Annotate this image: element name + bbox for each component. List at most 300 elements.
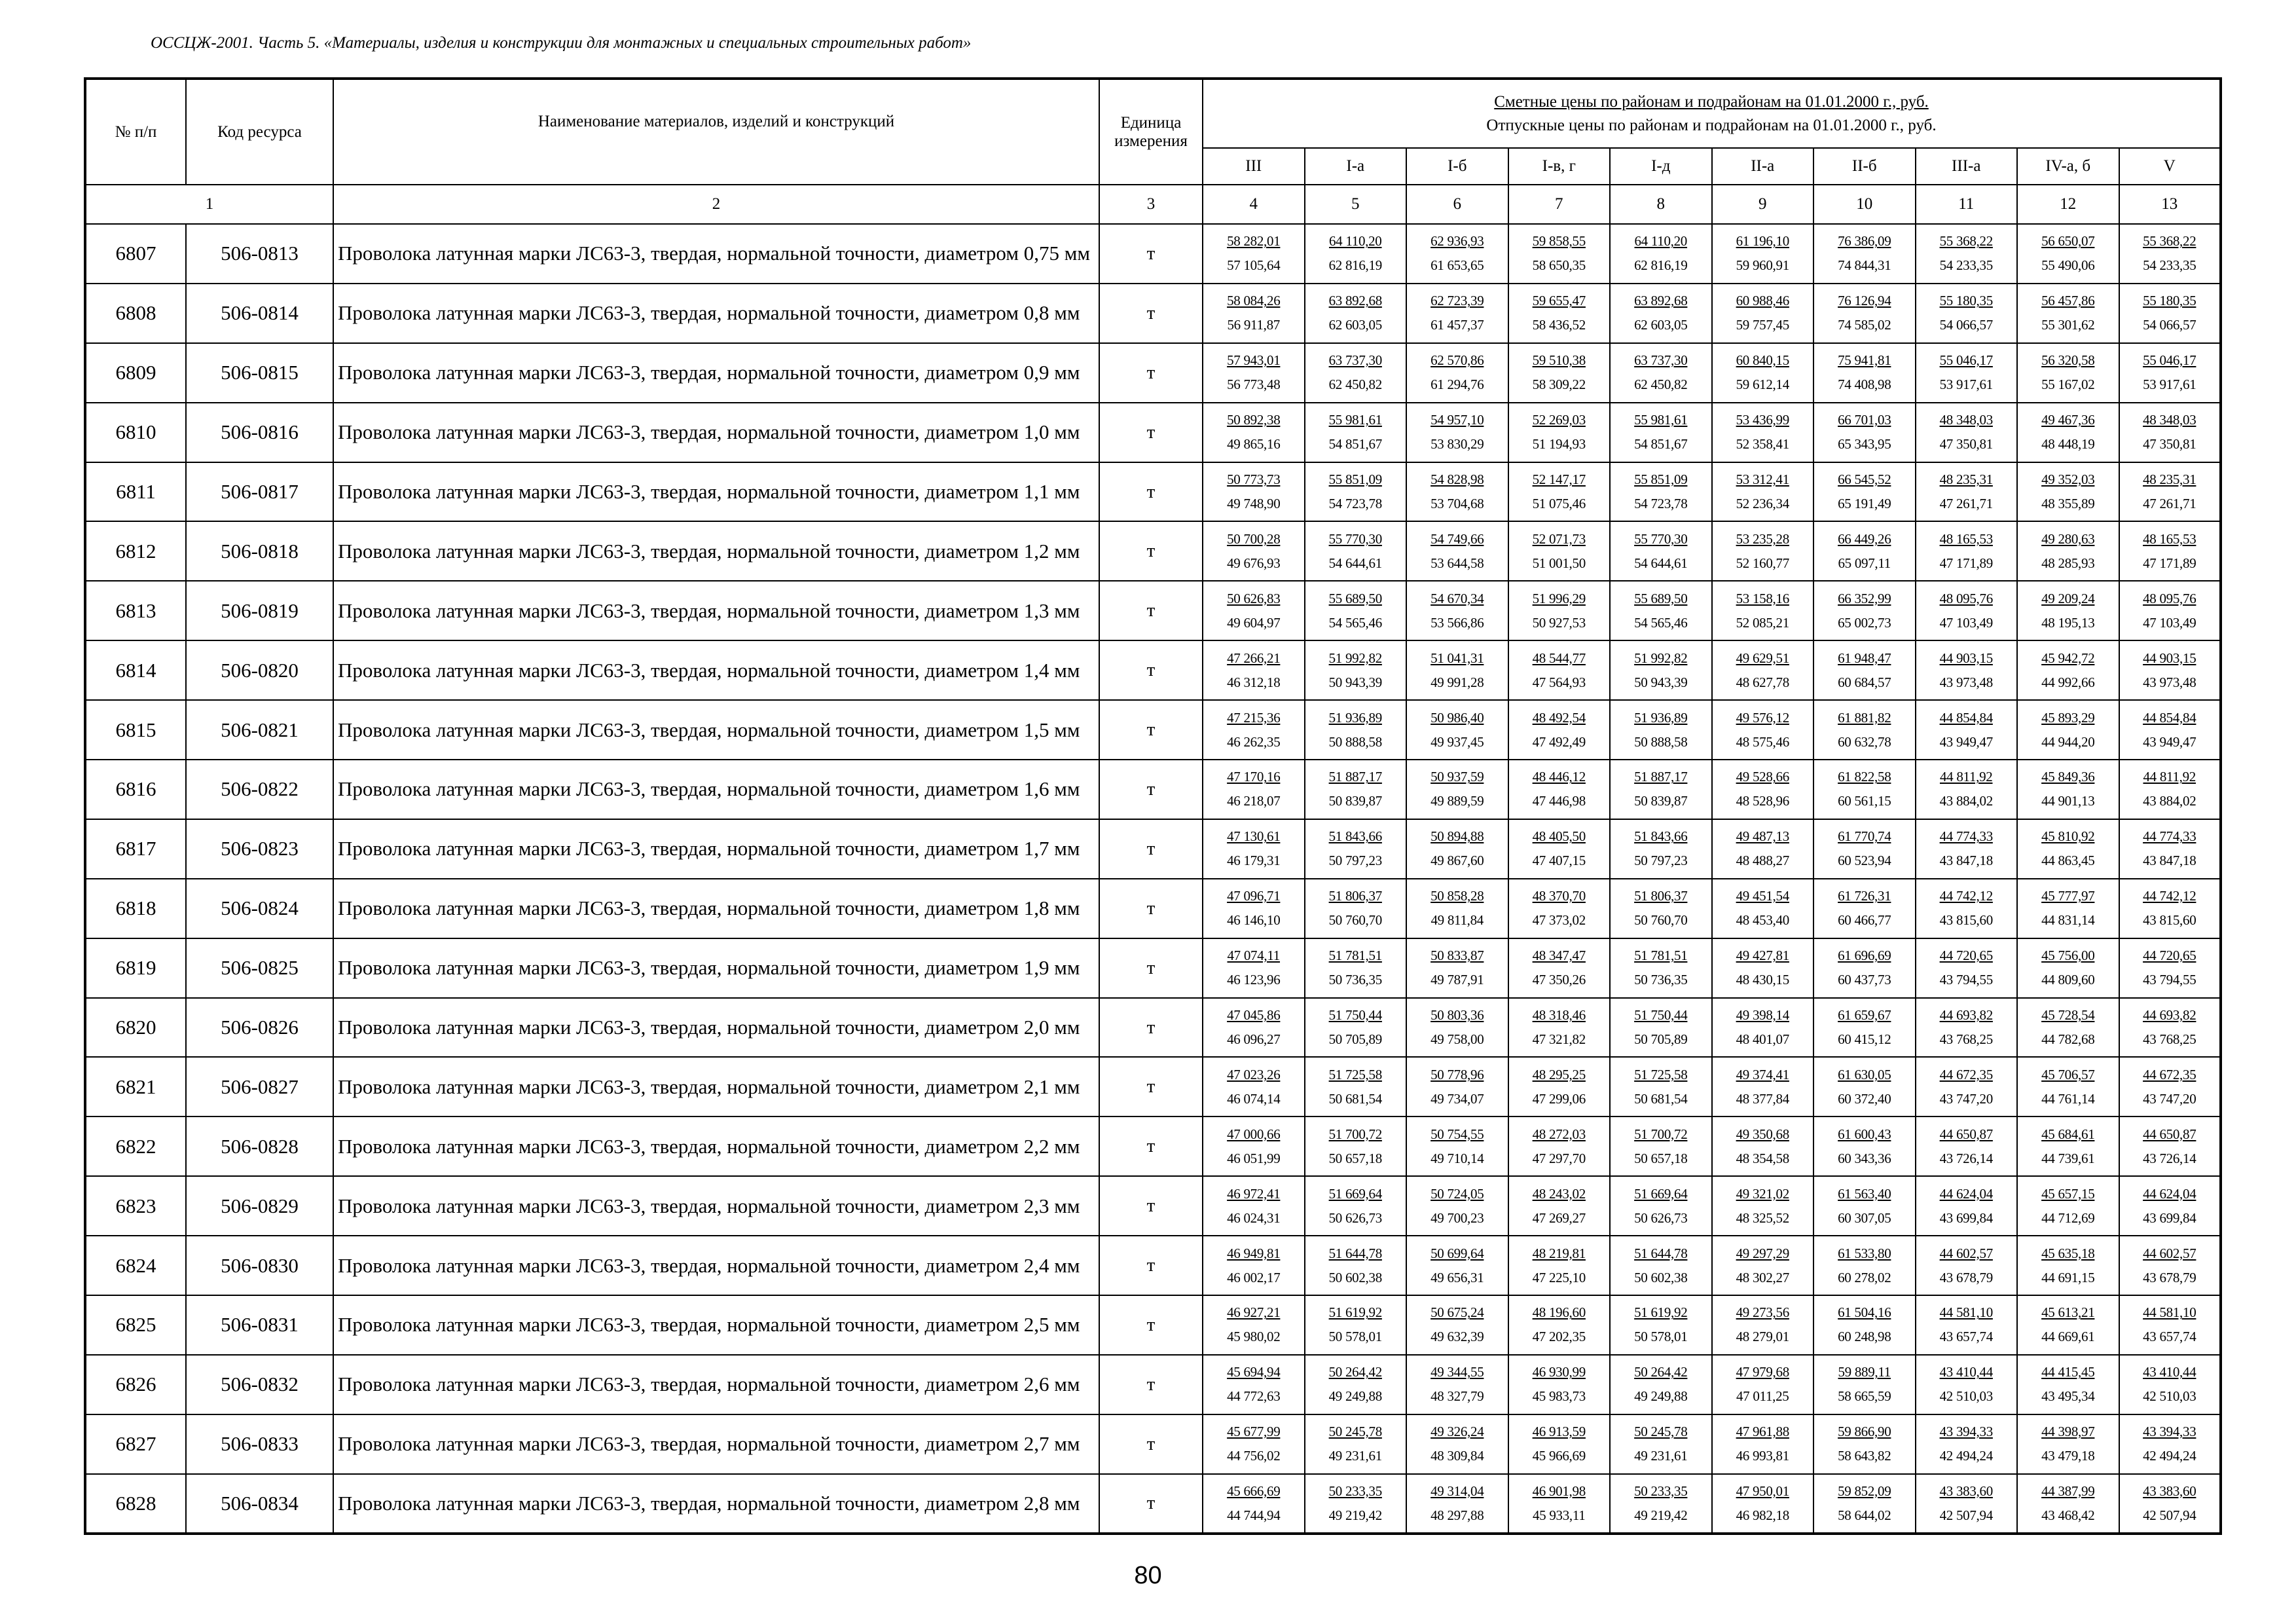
release-price: 43 794,55 — [1939, 972, 1993, 988]
price-cell — [1508, 760, 1611, 819]
price-cell — [1712, 224, 1814, 284]
price-cell — [1203, 343, 1305, 403]
estimate-price: 59 866,90 — [1838, 1424, 1891, 1440]
header-region: III — [1203, 148, 1305, 185]
estimate-price: 45 613,21 — [2041, 1304, 2095, 1321]
release-price: 50 705,89 — [1634, 1031, 1688, 1048]
price-cell — [1203, 1236, 1305, 1295]
estimate-price: 61 726,31 — [1838, 888, 1891, 904]
release-price: 43 726,14 — [2143, 1150, 2196, 1166]
estimate-price: 48 318,46 — [1532, 1007, 1586, 1024]
price-cell — [1203, 224, 1305, 284]
estimate-price: 48 095,76 — [2143, 590, 2196, 606]
row-number: 6811 — [85, 462, 186, 522]
estimate-price: 44 581,10 — [2143, 1304, 2196, 1321]
unit-of-measure: т — [1099, 819, 1203, 879]
estimate-price: 49 352,03 — [2041, 471, 2095, 487]
release-price: 43 747,20 — [1939, 1090, 1993, 1107]
release-price: 48 488,27 — [1736, 853, 1789, 869]
table-row — [85, 1116, 2221, 1176]
price-cell — [2119, 521, 2221, 581]
estimate-price: 43 394,33 — [1939, 1424, 1993, 1440]
price-cell — [1406, 1236, 1508, 1295]
release-price: 46 218,07 — [1227, 793, 1281, 809]
release-price: 54 233,35 — [2143, 257, 2196, 274]
release-price: 46 123,96 — [1227, 972, 1281, 988]
release-price: 60 632,78 — [1838, 733, 1891, 750]
row-number: 6825 — [85, 1295, 186, 1355]
release-price: 50 760,70 — [1634, 912, 1688, 929]
price-cell — [1712, 343, 1814, 403]
header-column-number: 6 — [1406, 185, 1508, 224]
price-cell — [1712, 1236, 1814, 1295]
unit-of-measure: т — [1099, 640, 1203, 700]
estimate-price: 55 046,17 — [1939, 352, 1993, 369]
price-cell — [1406, 581, 1508, 640]
release-price: 46 024,31 — [1227, 1209, 1281, 1226]
table-row — [85, 1414, 2221, 1474]
release-price: 49 758,00 — [1430, 1031, 1484, 1048]
release-price: 43 794,55 — [2143, 972, 2196, 988]
release-price: 46 096,27 — [1227, 1031, 1281, 1048]
price-cell — [1712, 760, 1814, 819]
release-price: 54 565,46 — [1328, 614, 1382, 631]
row-number: 6824 — [85, 1236, 186, 1295]
release-price: 43 973,48 — [1939, 674, 1993, 690]
price-cell — [1610, 760, 1712, 819]
estimate-price: 55 689,50 — [1634, 590, 1688, 606]
estimate-price: 55 981,61 — [1328, 412, 1382, 428]
estimate-price: 47 074,11 — [1227, 948, 1281, 964]
release-price: 60 278,02 — [1838, 1269, 1891, 1285]
estimate-price: 62 936,93 — [1430, 233, 1484, 249]
release-price: 53 917,61 — [1939, 377, 1993, 393]
price-cell — [2017, 700, 2119, 760]
release-price: 44 691,15 — [2041, 1269, 2095, 1285]
release-price: 62 450,82 — [1328, 377, 1382, 393]
header-column-number: 8 — [1610, 185, 1712, 224]
header-region: I-д — [1610, 148, 1712, 185]
price-cell — [2017, 1414, 2119, 1474]
estimate-price: 64 110,20 — [1328, 233, 1382, 249]
release-price: 49 656,31 — [1430, 1269, 1484, 1285]
release-price: 58 309,22 — [1532, 377, 1586, 393]
estimate-price: 61 948,47 — [1838, 650, 1891, 666]
release-price: 45 983,73 — [1532, 1388, 1586, 1405]
estimate-price: 55 770,30 — [1328, 530, 1382, 547]
release-price: 54 066,57 — [2143, 317, 2196, 333]
release-price: 59 612,14 — [1736, 377, 1789, 393]
release-price: 53 917,61 — [2143, 377, 2196, 393]
release-price: 47 373,02 — [1532, 912, 1586, 929]
release-price: 60 466,77 — [1838, 912, 1891, 929]
price-cell — [1610, 1236, 1712, 1295]
price-cell — [1406, 1295, 1508, 1355]
estimate-price: 44 720,65 — [1939, 948, 1993, 964]
estimate-price: 48 235,31 — [2143, 471, 2196, 487]
release-price: 49 710,14 — [1430, 1150, 1484, 1166]
price-cell — [1203, 1295, 1305, 1355]
estimate-price: 48 544,77 — [1532, 650, 1586, 666]
estimate-price: 51 750,44 — [1634, 1007, 1688, 1024]
material-name: Проволока латунная марки ЛС63-3, твердая, нормальной точности, диаметром 2,8 мм — [333, 1474, 1099, 1534]
estimate-price: 55 046,17 — [2143, 352, 2196, 369]
price-cell — [1916, 1116, 2018, 1176]
estimate-price: 54 670,34 — [1430, 590, 1484, 606]
price-cell — [1916, 224, 2018, 284]
price-cell — [1610, 819, 1712, 879]
release-price: 43 973,48 — [2143, 674, 2196, 690]
price-cell — [1813, 1355, 1916, 1414]
resource-code: 506-0813 — [186, 224, 333, 284]
row-number: 6819 — [85, 938, 186, 998]
price-cell — [2017, 224, 2119, 284]
price-cell — [1406, 700, 1508, 760]
release-price: 51 075,46 — [1532, 496, 1586, 511]
price-cell — [1508, 1236, 1611, 1295]
price-cell — [1305, 700, 1407, 760]
estimate-price: 66 352,99 — [1838, 590, 1891, 606]
material-name: Проволока латунная марки ЛС63-3, твердая, нормальной точности, диаметром 1,1 мм — [333, 462, 1099, 522]
estimate-price: 50 675,24 — [1430, 1304, 1484, 1321]
price-cell — [1610, 998, 1712, 1058]
estimate-price: 44 693,82 — [2143, 1007, 2196, 1024]
price-cell — [1610, 1355, 1712, 1414]
release-price: 44 809,60 — [2041, 972, 2095, 988]
estimate-price: 63 737,30 — [1328, 352, 1382, 369]
running-head: ОССЦЖ-2001. Часть 5. «Материалы, изделия и конструкции для монтажных и специальных строительных работ» — [151, 34, 972, 52]
price-cell — [1712, 938, 1814, 998]
release-price: 60 307,05 — [1838, 1209, 1891, 1226]
release-price: 50 626,73 — [1328, 1209, 1382, 1226]
unit-of-measure: т — [1099, 284, 1203, 343]
price-cell — [1203, 879, 1305, 938]
estimate-price: 51 619,92 — [1634, 1304, 1688, 1321]
price-cell — [2119, 1474, 2221, 1534]
estimate-price: 51 887,17 — [1634, 769, 1688, 785]
price-cell — [1916, 819, 2018, 879]
estimate-price: 55 180,35 — [2143, 293, 2196, 309]
price-cell — [1508, 1474, 1611, 1534]
estimate-price: 50 264,42 — [1328, 1364, 1382, 1380]
release-price: 50 578,01 — [1634, 1329, 1688, 1345]
estimate-price: 44 415,45 — [2041, 1364, 2095, 1380]
estimate-price: 52 071,73 — [1532, 530, 1586, 547]
estimate-price: 45 810,92 — [2041, 828, 2095, 845]
estimate-price: 49 273,56 — [1736, 1304, 1789, 1321]
release-price: 49 219,42 — [1634, 1507, 1688, 1523]
row-number: 6822 — [85, 1116, 186, 1176]
estimate-price: 46 913,59 — [1532, 1424, 1586, 1440]
price-cell — [1813, 343, 1916, 403]
estimate-price: 55 851,09 — [1328, 471, 1382, 487]
release-price: 62 816,19 — [1634, 257, 1688, 274]
release-price: 58 665,59 — [1838, 1388, 1891, 1405]
release-price: 74 844,31 — [1838, 257, 1891, 274]
price-cell — [2017, 284, 2119, 343]
estimate-price: 51 619,92 — [1328, 1304, 1382, 1321]
price-cell — [1508, 819, 1611, 879]
release-price: 43 657,74 — [1939, 1329, 1993, 1345]
release-price: 56 773,48 — [1227, 377, 1281, 393]
release-price: 43 479,18 — [2041, 1448, 2095, 1464]
table-row — [85, 819, 2221, 879]
release-price: 58 643,82 — [1838, 1448, 1891, 1464]
price-cell — [1406, 343, 1508, 403]
estimate-price: 61 822,58 — [1838, 769, 1891, 785]
resource-code: 506-0820 — [186, 640, 333, 700]
price-cell — [2017, 343, 2119, 403]
estimate-price: 44 903,15 — [1939, 650, 1993, 666]
price-cell — [1610, 1414, 1712, 1474]
estimate-price: 48 295,25 — [1532, 1066, 1586, 1082]
estimate-price: 52 269,03 — [1532, 412, 1586, 428]
release-price: 62 603,05 — [1328, 317, 1382, 333]
price-cell — [1813, 819, 1916, 879]
row-number: 6813 — [85, 581, 186, 640]
estimate-price: 46 949,81 — [1227, 1245, 1281, 1261]
price-cell — [1305, 1295, 1407, 1355]
price-cell — [1406, 1176, 1508, 1236]
table-row — [85, 640, 2221, 700]
row-number: 6815 — [85, 700, 186, 760]
material-name: Проволока латунная марки ЛС63-3, твердая, нормальной точности, диаметром 1,9 мм — [333, 938, 1099, 998]
release-price: 49 937,45 — [1430, 733, 1484, 750]
price-cell — [1610, 224, 1712, 284]
price-cell — [1610, 284, 1712, 343]
release-price: 49 867,60 — [1430, 853, 1484, 869]
release-price: 49 676,93 — [1227, 555, 1281, 571]
unit-of-measure: т — [1099, 403, 1203, 462]
estimate-price: 50 626,83 — [1227, 590, 1281, 606]
release-price: 50 681,54 — [1634, 1090, 1688, 1107]
release-price: 47 321,82 — [1532, 1031, 1586, 1048]
material-name: Проволока латунная марки ЛС63-3, твердая, нормальной точности, диаметром 1,0 мм — [333, 403, 1099, 462]
header-name: Наименование материалов, изделий и конструкций — [333, 79, 1099, 185]
price-cell — [1712, 1355, 1814, 1414]
release-price: 49 748,90 — [1227, 496, 1281, 511]
release-price: 54 565,46 — [1634, 614, 1688, 631]
price-cell — [1406, 284, 1508, 343]
price-cell — [1813, 1116, 1916, 1176]
estimate-price: 50 986,40 — [1430, 709, 1484, 726]
price-cell — [1916, 284, 2018, 343]
release-price: 43 699,84 — [1939, 1209, 1993, 1226]
estimate-price: 51 725,58 — [1328, 1066, 1382, 1082]
price-cell — [1916, 1355, 2018, 1414]
price-cell — [1508, 224, 1611, 284]
price-cell — [1813, 521, 1916, 581]
release-price: 52 358,41 — [1736, 436, 1789, 452]
release-price: 60 343,36 — [1838, 1150, 1891, 1166]
price-cell — [1610, 1057, 1712, 1116]
row-number: 6821 — [85, 1057, 186, 1116]
release-price: 55 167,02 — [2041, 377, 2095, 393]
release-price: 51 194,93 — [1532, 436, 1586, 452]
unit-of-measure: т — [1099, 1057, 1203, 1116]
release-price: 50 602,38 — [1328, 1269, 1382, 1285]
estimate-price: 61 659,67 — [1838, 1007, 1891, 1024]
price-cell — [1916, 879, 2018, 938]
release-price: 50 797,23 — [1634, 853, 1688, 869]
estimate-price: 51 041,31 — [1430, 650, 1484, 666]
estimate-price: 50 803,36 — [1430, 1007, 1484, 1024]
release-price: 53 644,58 — [1430, 555, 1484, 571]
estimate-price: 48 196,60 — [1532, 1304, 1586, 1321]
estimate-price: 45 666,69 — [1227, 1483, 1281, 1499]
header-region: V — [2119, 148, 2221, 185]
price-cell — [1610, 640, 1712, 700]
price-cell — [1203, 284, 1305, 343]
resource-code: 506-0830 — [186, 1236, 333, 1295]
estimate-price: 51 843,66 — [1328, 828, 1382, 845]
price-cell — [1813, 1295, 1916, 1355]
estimate-price: 58 084,26 — [1227, 293, 1281, 309]
price-cell — [1813, 1474, 1916, 1534]
release-price: 60 561,15 — [1838, 793, 1891, 809]
estimate-price: 44 672,35 — [1939, 1066, 1993, 1082]
price-cell — [1305, 1057, 1407, 1116]
price-cell — [2119, 403, 2221, 462]
estimate-price: 51 781,51 — [1328, 948, 1382, 964]
estimate-price: 76 126,94 — [1838, 293, 1891, 309]
price-cell — [1712, 284, 1814, 343]
estimate-price: 47 000,66 — [1227, 1126, 1281, 1142]
release-price: 54 851,67 — [1634, 436, 1688, 452]
price-cell — [1406, 879, 1508, 938]
release-price: 43 768,25 — [1939, 1031, 1993, 1048]
unit-of-measure: т — [1099, 343, 1203, 403]
release-price: 58 436,52 — [1532, 317, 1586, 333]
price-cell — [1813, 581, 1916, 640]
price-cell — [1712, 998, 1814, 1058]
release-price: 57 105,64 — [1227, 257, 1281, 274]
price-cell — [1610, 581, 1712, 640]
release-price: 46 982,18 — [1736, 1507, 1789, 1523]
release-price: 46 074,14 — [1227, 1090, 1281, 1107]
price-cell — [1712, 462, 1814, 522]
estimate-price: 53 312,41 — [1736, 471, 1789, 487]
unit-of-measure: т — [1099, 462, 1203, 522]
price-cell — [1508, 403, 1611, 462]
estimate-price: 44 693,82 — [1939, 1007, 1993, 1024]
release-price: 60 523,94 — [1838, 853, 1891, 869]
header-code: Код ресурса — [186, 79, 333, 185]
row-number: 6809 — [85, 343, 186, 403]
price-cell — [1813, 938, 1916, 998]
release-price: 46 002,17 — [1227, 1269, 1281, 1285]
release-price: 47 261,71 — [2143, 496, 2196, 511]
estimate-price: 48 347,47 — [1532, 948, 1586, 964]
price-cell — [1712, 581, 1814, 640]
estimate-price: 61 696,69 — [1838, 948, 1891, 964]
release-price: 48 448,19 — [2041, 436, 2095, 452]
material-name: Проволока латунная марки ЛС63-3, твердая, нормальной точности, диаметром 2,7 мм — [333, 1414, 1099, 1474]
price-cell — [1916, 1057, 2018, 1116]
estimate-price: 60 840,15 — [1736, 352, 1789, 369]
release-price: 49 811,84 — [1430, 912, 1484, 929]
release-price: 54 644,61 — [1328, 555, 1382, 571]
release-price: 49 734,07 — [1430, 1090, 1484, 1107]
price-cell — [1916, 521, 2018, 581]
price-cell — [1813, 403, 1916, 462]
estimate-price: 44 854,84 — [1939, 709, 1993, 726]
resource-code: 506-0824 — [186, 879, 333, 938]
estimate-price: 49 297,29 — [1736, 1245, 1789, 1261]
release-price: 52 085,21 — [1736, 614, 1789, 631]
release-price: 44 901,13 — [2041, 793, 2095, 809]
resource-code: 506-0834 — [186, 1474, 333, 1534]
price-cell — [2017, 1176, 2119, 1236]
price-cell — [2119, 1116, 2221, 1176]
estimate-price: 45 677,99 — [1227, 1424, 1281, 1440]
release-price: 54 723,78 — [1634, 496, 1688, 511]
price-cell — [1203, 462, 1305, 522]
price-cell — [1406, 819, 1508, 879]
price-cell — [1916, 403, 2018, 462]
estimate-price: 59 510,38 — [1532, 352, 1586, 369]
release-price: 43 495,34 — [2041, 1388, 2095, 1405]
price-cell — [2017, 1116, 2119, 1176]
release-price: 61 457,37 — [1430, 317, 1484, 333]
estimate-price: 49 398,14 — [1736, 1007, 1789, 1024]
material-name: Проволока латунная марки ЛС63-3, твердая, нормальной точности, диаметром 1,8 мм — [333, 879, 1099, 938]
table-row — [85, 1176, 2221, 1236]
price-cell — [1610, 462, 1712, 522]
estimate-price: 63 892,68 — [1634, 293, 1688, 309]
estimate-price: 44 742,12 — [1939, 888, 1993, 904]
release-price: 48 285,93 — [2041, 555, 2095, 571]
estimate-price: 50 233,35 — [1634, 1483, 1688, 1499]
header-estimate-prices: Сметные цены по районам и подрайонам на 01.01.2000 г., руб. — [1494, 92, 1929, 111]
estimate-price: 44 720,65 — [2143, 948, 2196, 964]
header-region: IV-а, б — [2017, 148, 2119, 185]
estimate-price: 44 742,12 — [2143, 888, 2196, 904]
price-cell — [2119, 1295, 2221, 1355]
price-cell — [2017, 998, 2119, 1058]
estimate-price: 55 689,50 — [1328, 590, 1382, 606]
release-price: 43 678,79 — [1939, 1269, 1993, 1285]
release-price: 54 233,35 — [1939, 257, 1993, 274]
estimate-price: 49 451,54 — [1736, 888, 1789, 904]
resource-code: 506-0815 — [186, 343, 333, 403]
price-cell — [2017, 938, 2119, 998]
estimate-price: 47 266,21 — [1227, 650, 1281, 666]
release-price: 43 949,47 — [1939, 733, 1993, 750]
release-price: 43 768,25 — [2143, 1031, 2196, 1048]
release-price: 46 179,31 — [1227, 853, 1281, 869]
price-cell — [1508, 998, 1611, 1058]
estimate-price: 49 321,02 — [1736, 1185, 1789, 1202]
release-price: 54 723,78 — [1328, 496, 1382, 511]
row-number: 6828 — [85, 1474, 186, 1534]
estimate-price: 51 750,44 — [1328, 1007, 1382, 1024]
table-row — [85, 879, 2221, 938]
unit-of-measure: т — [1099, 1355, 1203, 1414]
release-price: 43 815,60 — [2143, 912, 2196, 929]
price-cell — [1610, 879, 1712, 938]
price-cell — [1508, 1116, 1611, 1176]
estimate-price: 53 158,16 — [1736, 590, 1789, 606]
price-cell — [1406, 1116, 1508, 1176]
estimate-price: 54 828,98 — [1430, 471, 1484, 487]
price-cell — [1406, 521, 1508, 581]
price-cell — [1305, 819, 1407, 879]
release-price: 48 327,79 — [1430, 1388, 1484, 1405]
estimate-price: 48 095,76 — [1939, 590, 1993, 606]
release-price: 46 312,18 — [1227, 674, 1281, 690]
resource-code: 506-0819 — [186, 581, 333, 640]
